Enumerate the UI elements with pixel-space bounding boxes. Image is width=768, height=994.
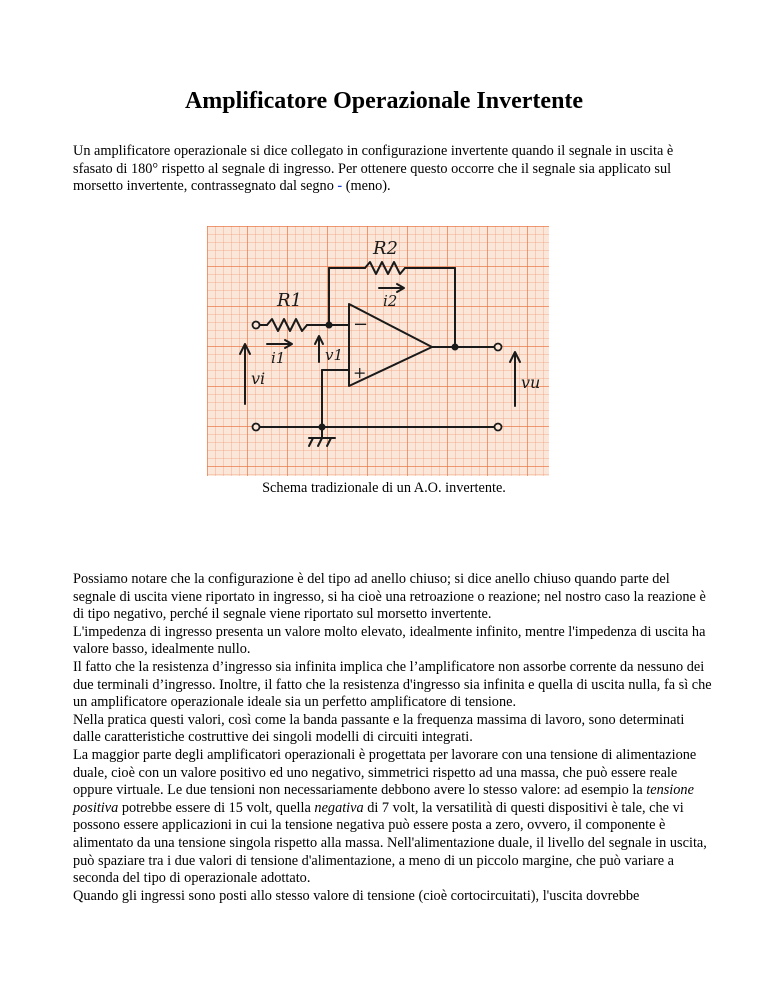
intro-text — [73, 143, 713, 196]
label-i2: i2 — [383, 292, 398, 310]
resistor-r2 — [365, 262, 405, 274]
intro-paragraph — [73, 143, 713, 196]
body-text — [73, 571, 713, 905]
output-ground-terminal — [495, 424, 502, 431]
intro-text-start: Un amplificatore operazionale si dice collegato in configurazione invertente quando il segnale in uscita è sfasato di 180° rispetto al segnale di ingresso. Per ottenere questo occorre che il segnale sia applicato sul morsetto invertente, contrassegnato dal segno — [73, 143, 674, 195]
label-r1: R1 — [277, 290, 303, 311]
paragraph-5-a: La maggior parte degli amplificatori operazionali è progettata per lavorare con una tensione di alimentazione duale, cioè con un valore positivo ed uno negativo, simmetrici rispetto ad una massa, che può essere reale oppure virtuale. Le due tensioni non necessariamente debbono avere lo stesso valore: ad esempio la — [73, 746, 697, 799]
paragraph-5-b: potrebbe essere di 15 volt, quella — [118, 799, 315, 816]
inverting-node — [326, 322, 333, 329]
intro-text-end: (meno). — [342, 178, 391, 195]
paragraph-3: Il fatto che la resistenza d’ingresso sia infinita implica che l’amplificatore non assorbe corrente da nessuno dei due terminali d’ingresso. Inoltre, il fatto che la resistenza d'ingresso sia infinita e quella di uscita nulla, fa sì che un amplificatore operazionale ideale sia un perfetto amplificatore di tensione. — [73, 658, 712, 711]
paragraph-5 — [73, 747, 713, 888]
label-i1: i1 — [271, 349, 286, 367]
ground-node — [319, 424, 326, 431]
paragraph-5-c: di 7 volt, la versatilità di questi dispositivi è tale, che vi possono essere applicazioni in cui la tensione negativa può essere posta a zero, ovvero, il componente è alimentato da una tensione singola rispetto alla massa. Nell'alimentazione duale, il livello del segnale in uscita, può spaziare tra i due valori di tensione d'alimentazione, a meno di un piccolo margine, che può variare a seconda del tipo di operazionale adottato. — [73, 799, 707, 887]
paragraph-4: Nella pratica questi valori, così come la banda passante e la frequenza massima di lavoro, sono determinati dalle caratteristiche costruttive dei singoli modelli di circuiti integrati. — [73, 711, 685, 746]
resistor-r1 — [267, 319, 307, 331]
paragraph-6: Quando gli ingressi sono posti allo stesso valore di tensione (cioè cortocircuitati), l'uscita dovrebbe — [73, 887, 640, 904]
output-node — [452, 344, 459, 351]
page-title: Amplificatore Operazionale Invertente — [184, 88, 584, 114]
label-vu: vu — [521, 373, 541, 392]
label-plus: + — [353, 363, 367, 382]
label-v1: v1 — [325, 346, 344, 364]
circuit-figure — [207, 226, 549, 476]
figure-caption: Schema tradizionale di un A.O. invertente. — [262, 480, 506, 496]
label-minus: − — [353, 314, 369, 335]
label-r2: R2 — [373, 238, 399, 259]
paragraph-1: Possiamo notare che la configurazione è del tipo ad anello chiuso; si dice anello chiuso quando parte del segnale di uscita viene riportato in ingresso, si ha cioè una retroazione o reazione; nel nostro caso la reazione è di tipo negativo, perché il segnale viene riportato sul morsetto invertente. — [73, 571, 706, 623]
negative-voltage-emphasis: negativa — [314, 799, 364, 816]
positive-voltage-emphasis: tensione positiva — [73, 782, 694, 816]
input-terminal — [253, 322, 260, 329]
label-vi: vi — [251, 369, 266, 388]
inverting-amplifier-schematic — [207, 226, 549, 476]
paragraph-2: L'impedenza di ingresso presenta un valore molto elevato, idealmente infinito, mentre l'impedenza di uscita ha valore basso, idealmente nullo. — [73, 623, 706, 658]
minus-sign: - — [337, 178, 343, 195]
input-ground-terminal — [253, 424, 260, 431]
output-terminal — [495, 344, 502, 351]
